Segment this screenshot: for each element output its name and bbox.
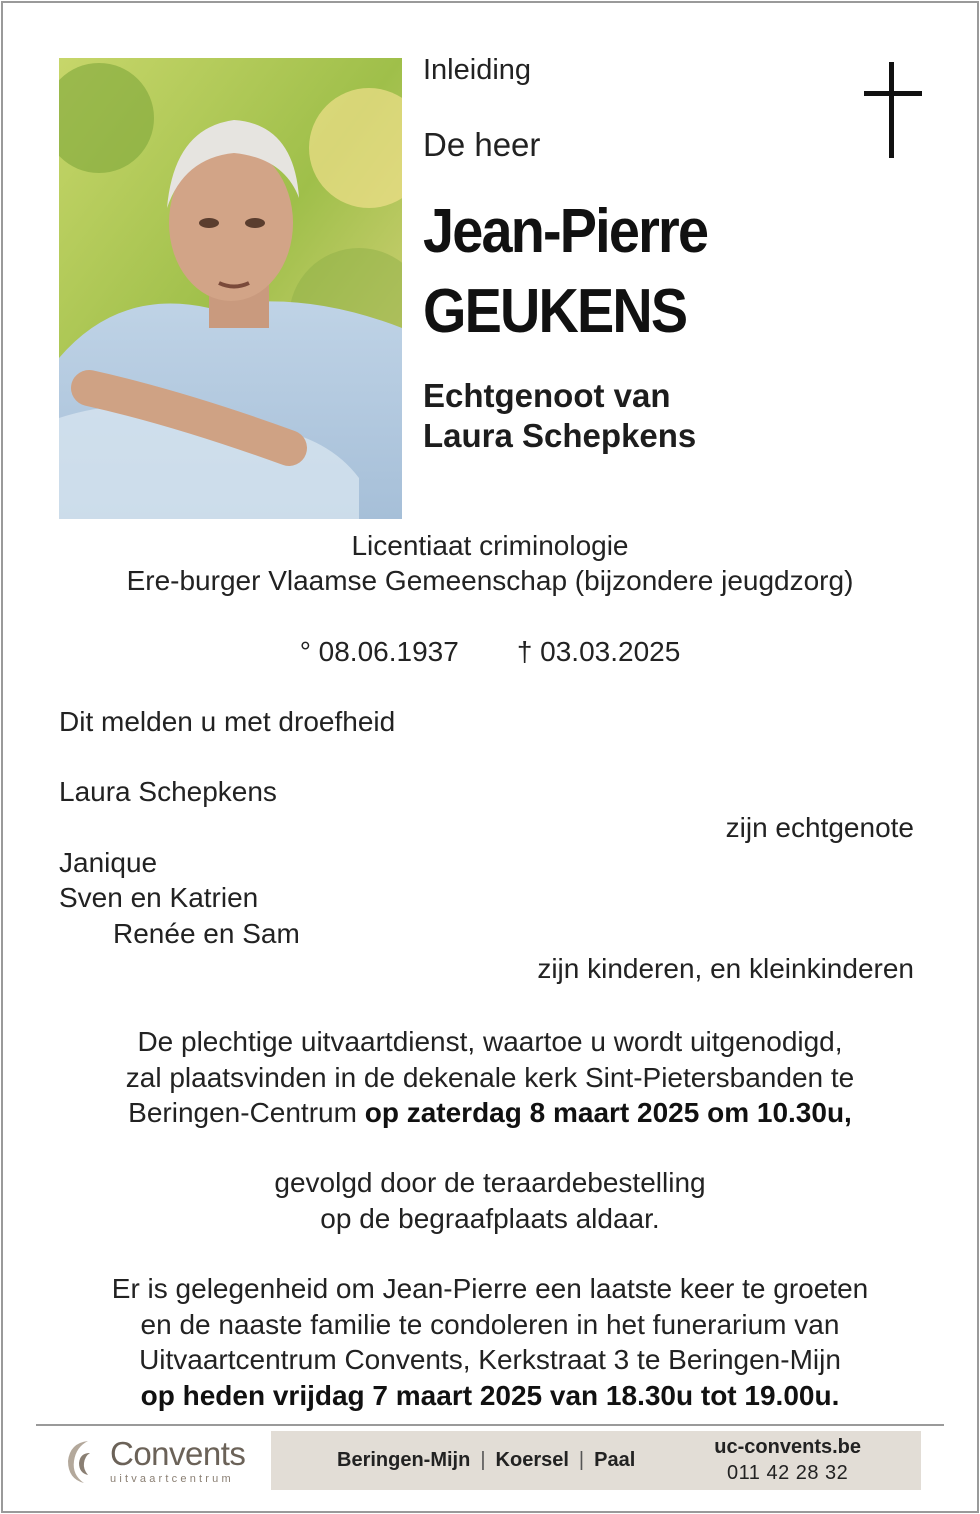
- service-date-time: op zaterdag 8 maart 2025 om 10.30u,: [364, 1097, 852, 1128]
- location-1: Beringen-Mijn: [337, 1449, 471, 1471]
- spouse-heading: [423, 376, 696, 456]
- intro-label: Inleiding: [423, 54, 532, 86]
- bio-line-1: Licentiaat criminologie: [351, 530, 629, 561]
- bio-line-2: Ere-burger Vlaamse Gemeenschap (bijzondere jeugdzorg): [126, 565, 854, 596]
- burial-line-2: op de begraafplaats aldaar.: [320, 1202, 660, 1234]
- family-child-1: Janique: [59, 847, 158, 878]
- spouse-line-1: Echtgenoot van: [423, 377, 671, 414]
- visitation-line-2: en de naaste familie te condoleren in het funerarium van: [140, 1308, 840, 1340]
- first-name: Jean-Pierre: [423, 197, 708, 266]
- convents-logo: [62, 1433, 262, 1493]
- visitation-line-1: Er is gelegenheid om Jean-Pierre een laatste keer te groeten: [111, 1273, 869, 1304]
- service-paragraph: [40, 1024, 940, 1131]
- service-line-3: [40, 1095, 940, 1131]
- location-3: Paal: [594, 1449, 636, 1471]
- service-line-1: De plechtige uitvaartdienst, waartoe u wordt uitgenodigd,: [137, 1026, 843, 1057]
- convents-logo-icon: [62, 1435, 100, 1487]
- service-location: Beringen-Centrum: [128, 1097, 365, 1128]
- cross-icon: [864, 62, 922, 158]
- visitation-line-4: [40, 1378, 940, 1414]
- family-children-role: zijn kinderen, en kleinkinderen: [537, 953, 914, 984]
- life-dates: [0, 636, 980, 668]
- locations-list: [337, 1449, 635, 1472]
- visitation-paragraph: [40, 1271, 940, 1413]
- separator-1: |: [480, 1449, 486, 1471]
- burial-paragraph: [40, 1165, 940, 1236]
- birth-date: ° 08.06.1937: [299, 636, 459, 667]
- footer-divider: [36, 1424, 944, 1426]
- visitation-date-time: op heden vrijdag 7 maart 2025 van 18.30u tot 19.00u.: [140, 1379, 840, 1411]
- logo-name: Convents: [110, 1435, 246, 1472]
- separator-2: |: [578, 1449, 585, 1471]
- burial-line-1: gevolgd door de teraardebestelling: [274, 1167, 706, 1198]
- family-spouse-name: Laura Schepkens: [59, 776, 277, 807]
- portrait-photo: [59, 58, 402, 519]
- website-link[interactable]: uc-convents.be: [714, 1436, 861, 1458]
- last-name: GEUKENS: [423, 277, 687, 346]
- family-spouse-role: zijn echtgenote: [725, 812, 914, 843]
- announce-text: Dit melden u met droefheid: [59, 706, 396, 737]
- visitation-line-3: Uitvaartcentrum Convents, Kerkstraat 3 te Beringen-Mijn: [139, 1344, 841, 1375]
- spouse-line-2: Laura Schepkens: [423, 417, 697, 454]
- footer-band: [271, 1431, 921, 1490]
- honorific: De heer: [423, 126, 541, 163]
- location-2: Koersel: [495, 1449, 569, 1471]
- death-date: † 03.03.2025: [516, 636, 681, 667]
- service-line-2: zal plaatsvinden in de dekenale kerk Sint-Pietersbanden te: [125, 1061, 855, 1093]
- family-child-2: Sven en Katrien: [59, 882, 259, 913]
- phone-number: 011 42 28 32: [727, 1462, 849, 1484]
- family-grandchildren: Renée en Sam: [113, 918, 300, 949]
- logo-subtitle: uitvaartcentrum: [110, 1473, 234, 1485]
- contact-block: [714, 1436, 861, 1485]
